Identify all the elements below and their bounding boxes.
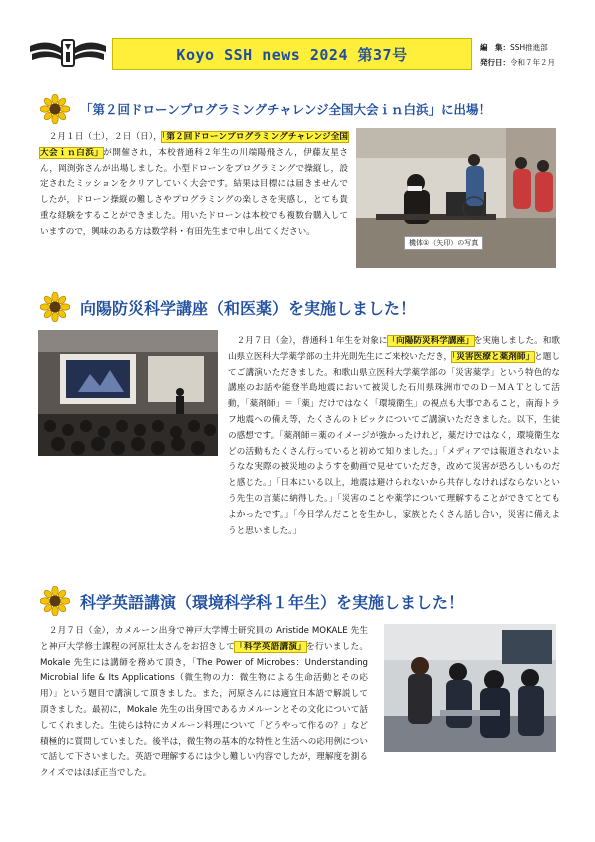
section-title: 科学英語講演（環境科学科１年生）を実施しました！ bbox=[80, 592, 465, 612]
school-emblem-logo bbox=[28, 36, 108, 70]
sunflower-icon bbox=[40, 292, 70, 322]
section-disaster-body-right: ２月７日（金），普通科１年生を対象に「向陽防災科学講座」を実施しました。和歌山県立医科大学薬学部の土井光則先生にご来校いただき，「災害医療と薬剤師」と題してご講演いただきました。和歌山県立医科大学薬学部の「災害薬学」という特色的な講座のお話や能登半島地震において被災した石川県珠洲市でのＤ－ＭＡＴとして活動，「薬剤師」＝「薬」だけではなく「環境衛生」の視点も大事であること，南海トラフ地震への備え等，たくさんのトピックについてご講演いただきました。以下，生徒の感想です。「薬剤師＝薬のイメージが強かったけれど，薬だけではなく，環境衛生などの活動もたくさん行っていると初めて知りました。」「メディアでは報道されないようなな実際の被災地のようすを動画で見せていただき，改めて災害が恐ろしいものだと感じた。」「日本にいる以上，地震は避けられないから共存しなければならないという先生の言葉に納得した。」「災害のことや薬学について理解することができてとてもよかったです。」「今日学んだことを生かし，家族とたくさん話し合い，災害に備えようと思いました。」 bbox=[228, 336, 560, 536]
highlight-text: 「第２回ドローンプログラミングチャレンジ全国大会ｉｎ白浜」 bbox=[40, 132, 348, 158]
sunflower-icon bbox=[40, 94, 70, 124]
lecture-hall-photo bbox=[38, 330, 218, 456]
issue-meta: 編 集：SSH推進部 発行日：令和７年２月 bbox=[480, 43, 555, 67]
section-title: 向陽防災科学講座（和医薬）を実施しました！ bbox=[80, 298, 417, 318]
photo-caption: 機体①（矢印）の写真 bbox=[404, 236, 483, 250]
section-disaster-heading bbox=[40, 292, 416, 322]
highlight-text: 「災害医療と薬剤師」 bbox=[452, 351, 535, 362]
section-title: 「第２回ドローンプログラミングチャレンジ全国大会ｉｎ白浜」に出場！ bbox=[80, 102, 492, 117]
newsletter-title: Koyo SSH news 2024 第37号 bbox=[112, 38, 472, 70]
section-english-heading bbox=[40, 586, 464, 616]
english-lecture-photo bbox=[384, 624, 556, 752]
section-english-body: ２月７日（金），カメルーン出身で神戸大学博士研究員の Aristide MOKALE 先生と神戸大学修士課程の河原壮太さんをお招きして「科学英語講演」を行いました。Mokale 先生には講師を務めて頂き，「The Power of Microbes：Understanding Microbial life & Its Applications（微生物の力：微生物による生命活動とその応用）」という題目で講演して頂きました。また，河原さんには適宜日本語で解説して頂きました。最初に，Mokale 先生の出身国であるカメルーンとその文化について話してくれました。生徒らは特にカメルーン料理について「どうやって作るの？」など積極的に質問していました。後半は，微生物の基本的な特性と生活への応用例について話して下さいました。英語で理解するには少し難しい内容でしたが，理解度を測るクイズではほぼ正当でした。 bbox=[40, 626, 368, 779]
newsletter-header bbox=[28, 36, 568, 72]
drone-event-photo bbox=[356, 128, 556, 268]
section-drone-heading bbox=[40, 94, 491, 124]
highlight-text: 「科学英語講演」 bbox=[235, 641, 307, 652]
section-drone-body: ２月１日（土），２日（日），「第２回ドローンプログラミングチャレンジ全国大会ｉｎ白浜」が開催され，本校普通科２年生の川端陽飛さん，伊藤友星さん，岡渕弥さんが出場しました。小型ドローンをプログラミングで操縦し，設定されたミッションをクリアしていく大会です。結果は目標には届きませんでしたが，ドローン操縦の難しさやプログラミングの楽しさを実感し，とても貴重な経験をすることができました。用いたドローンは本校でも複数台購入していますので，興味のある方は数学科・有田先生まで申し出てください。 bbox=[40, 132, 348, 237]
sunflower-icon bbox=[40, 586, 70, 616]
highlight-text: 「向陽防災科学講座」 bbox=[387, 336, 474, 346]
